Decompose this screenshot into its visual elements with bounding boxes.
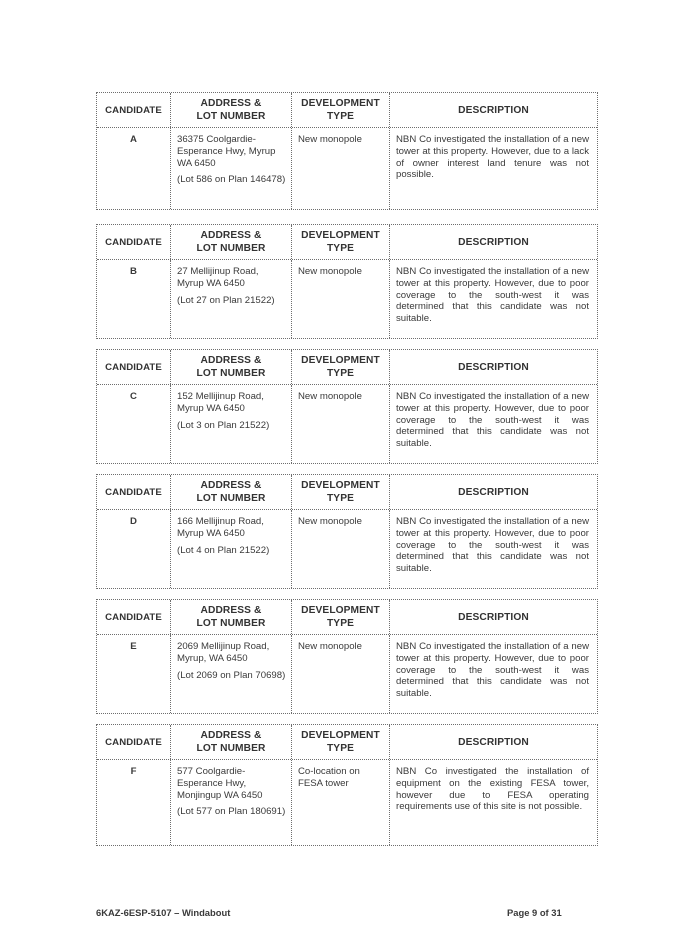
- header-candidate: [97, 225, 171, 259]
- address-text: 152 Mellijinup Road, Myrup WA 6450: [177, 391, 264, 414]
- address-cell: [171, 510, 292, 588]
- header-address-line1: ADDRESS &: [200, 730, 262, 741]
- header-dev-line1: DEVELOPMENT: [301, 730, 380, 741]
- header-address-line2: LOT NUMBER: [196, 368, 266, 379]
- header-development-type: [292, 475, 390, 509]
- header-address-line2: LOT NUMBER: [196, 493, 266, 504]
- table-row: [97, 760, 597, 845]
- header-dev-line2: TYPE: [326, 111, 354, 122]
- table-row: [97, 128, 597, 209]
- table-row: [97, 510, 597, 588]
- header-address: [171, 225, 292, 259]
- table-header-row: [97, 725, 597, 760]
- header-candidate-label: CANDIDATE: [105, 236, 162, 248]
- header-development-type: [292, 225, 390, 259]
- header-description: [390, 225, 597, 259]
- development-type: New monopole: [292, 635, 390, 713]
- table-row: [97, 260, 597, 338]
- lot-text: (Lot 586 on Plan 146478): [177, 174, 286, 186]
- header-address-line1: ADDRESS &: [200, 230, 262, 241]
- header-address-line1: ADDRESS &: [200, 355, 262, 366]
- header-address: [171, 350, 292, 384]
- address-text: 166 Mellijinup Road, Myrup WA 6450: [177, 516, 264, 539]
- table-header-row: [97, 600, 597, 635]
- header-dev-line1: DEVELOPMENT: [301, 605, 380, 616]
- header-development-type: [292, 350, 390, 384]
- development-type: New monopole: [292, 128, 390, 209]
- header-description-label: DESCRIPTION: [458, 736, 529, 748]
- footer-page-number: Page 9 of 31: [507, 907, 562, 918]
- header-candidate-label: CANDIDATE: [105, 486, 162, 498]
- address-cell: [171, 260, 292, 338]
- candidate-table-e: [96, 599, 598, 714]
- header-address-line1: ADDRESS &: [200, 98, 262, 109]
- header-address-line2: LOT NUMBER: [196, 743, 266, 754]
- address-text: 27 Mellijinup Road, Myrup WA 6450: [177, 266, 259, 289]
- header-dev-line1: DEVELOPMENT: [301, 355, 380, 366]
- header-address: [171, 475, 292, 509]
- header-description-label: DESCRIPTION: [458, 236, 529, 248]
- header-address: [171, 725, 292, 759]
- header-address-line2: LOT NUMBER: [196, 618, 266, 629]
- candidate-table-b: [96, 224, 598, 339]
- development-type: New monopole: [292, 260, 390, 338]
- header-dev-line2: TYPE: [326, 493, 354, 504]
- development-type: Co-location on FESA tower: [292, 760, 390, 845]
- address-cell: [171, 385, 292, 463]
- header-development-type: [292, 93, 390, 127]
- description-text: NBN Co investigated the installation of a new tower at this property. However, due to poor coverage to the south-west it was determined that this candidate was not suitable.: [396, 641, 589, 700]
- candidate-id: C: [97, 385, 171, 463]
- header-candidate: [97, 350, 171, 384]
- header-description: [390, 93, 597, 127]
- candidate-table-f: [96, 724, 598, 846]
- table-header-row: [97, 93, 597, 128]
- candidate-table-c: [96, 349, 598, 464]
- header-candidate: [97, 475, 171, 509]
- header-description-label: DESCRIPTION: [458, 611, 529, 623]
- candidate-id: D: [97, 510, 171, 588]
- description-text: NBN Co investigated the installation of a new tower at this property. However, due to poor coverage to the south-west it was determined that this candidate was not suitable.: [396, 516, 589, 575]
- header-dev-line1: DEVELOPMENT: [301, 98, 380, 109]
- description-text: NBN Co investigated the installation of a new tower at this property. However, due to poor coverage to the south-west it was determined that this candidate was not suitable.: [396, 391, 589, 450]
- header-development-type: [292, 725, 390, 759]
- address-cell: [171, 635, 292, 713]
- candidate-table-a: [96, 92, 598, 210]
- description-text: NBN Co investigated the installation of a new tower at this property. However, due to a lack of owner interest land tenure was not possible.: [396, 134, 589, 181]
- header-dev-line1: DEVELOPMENT: [301, 230, 380, 241]
- header-dev-line2: TYPE: [326, 243, 354, 254]
- candidate-id: F: [97, 760, 171, 845]
- header-address: [171, 93, 292, 127]
- header-dev-line2: TYPE: [326, 368, 354, 379]
- address-text: 2069 Mellijinup Road, Myrup, WA 6450: [177, 641, 270, 664]
- candidate-id: B: [97, 260, 171, 338]
- header-description-label: DESCRIPTION: [458, 486, 529, 498]
- header-dev-line1: DEVELOPMENT: [301, 480, 380, 491]
- lot-text: (Lot 2069 on Plan 70698): [177, 669, 286, 681]
- header-development-type: [292, 600, 390, 634]
- address-text: 36375 Coolgardie-Esperance Hwy, Myrup WA 6450: [177, 134, 276, 169]
- header-description-label: DESCRIPTION: [458, 104, 529, 116]
- header-description: [390, 475, 597, 509]
- lot-text: (Lot 4 on Plan 21522): [177, 544, 270, 556]
- header-address-line1: ADDRESS &: [200, 605, 262, 616]
- table-row: [97, 385, 597, 463]
- table-header-row: [97, 475, 597, 510]
- header-description-label: DESCRIPTION: [458, 361, 529, 373]
- table-header-row: [97, 350, 597, 385]
- header-description: [390, 350, 597, 384]
- header-candidate: [97, 600, 171, 634]
- candidate-id: A: [97, 128, 171, 209]
- header-candidate-label: CANDIDATE: [105, 611, 162, 623]
- header-address-line2: LOT NUMBER: [196, 243, 266, 254]
- header-candidate: [97, 725, 171, 759]
- header-address-line2: LOT NUMBER: [196, 111, 266, 122]
- description-text: NBN Co investigated the installation of a new tower at this property. However, due to poor coverage to the south-west it was determined that this candidate was not suitable.: [396, 266, 589, 325]
- header-description: [390, 725, 597, 759]
- lot-text: (Lot 27 on Plan 21522): [177, 294, 275, 306]
- candidate-table-d: [96, 474, 598, 589]
- address-cell: [171, 760, 292, 845]
- candidate-id: E: [97, 635, 171, 713]
- header-address-line1: ADDRESS &: [200, 480, 262, 491]
- header-candidate: [97, 93, 171, 127]
- header-description: [390, 600, 597, 634]
- header-candidate-label: CANDIDATE: [105, 361, 162, 373]
- address-cell: [171, 128, 292, 209]
- lot-text: (Lot 577 on Plan 180691): [177, 806, 286, 818]
- lot-text: (Lot 3 on Plan 21522): [177, 419, 270, 431]
- header-dev-line2: TYPE: [326, 618, 354, 629]
- table-header-row: [97, 225, 597, 260]
- header-address: [171, 600, 292, 634]
- footer-document-id: 6KAZ-6ESP-5107 – Windabout: [96, 907, 231, 918]
- header-dev-line2: TYPE: [326, 743, 354, 754]
- development-type: New monopole: [292, 510, 390, 588]
- development-type: New monopole: [292, 385, 390, 463]
- description-text: NBN Co investigated the installation of equipment on the existing FESA tower, however due to FESA operating requirements use of this site is not possible.: [396, 766, 589, 813]
- header-candidate-label: CANDIDATE: [105, 104, 162, 116]
- table-row: [97, 635, 597, 713]
- header-candidate-label: CANDIDATE: [105, 736, 162, 748]
- address-text: 577 Coolgardie-Esperance Hwy, Monjingup WA 6450: [177, 766, 263, 801]
